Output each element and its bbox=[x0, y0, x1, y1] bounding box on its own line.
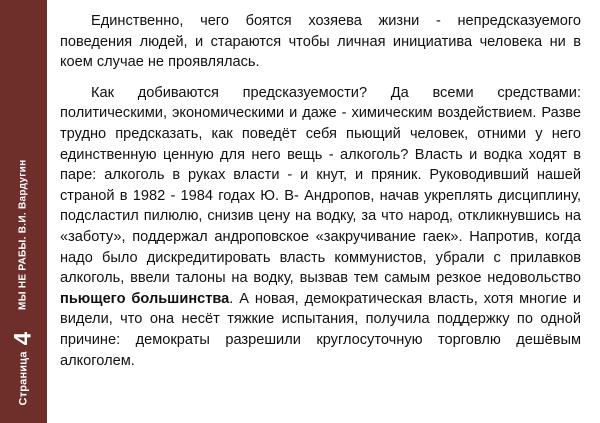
page-number: 4 bbox=[9, 331, 36, 346]
body-text bbox=[60, 11, 581, 371]
page-word: Страница bbox=[17, 351, 29, 406]
paragraph-2-text-b: . А новая, демократическая власть, хотя многие и видели, что она несёт тяжкие испытания, получила поддержку по одной причине: демократы разрешили круглосуточную торговлю дешёвым алкоголем. bbox=[60, 290, 581, 369]
bold-phrase: пьющего большинства bbox=[60, 290, 230, 307]
sidebar-label bbox=[0, 1, 47, 423]
book-title: МЫ НЕ РАБЫ. В.И. Варду​гин bbox=[17, 159, 29, 310]
paragraph-1: Единственно, чего боятся хозяева жизни - непредсказуемого поведения людей, и стараются чтобы личная инициатива человека ни в коем случае не проявлялась. bbox=[60, 13, 581, 71]
paragraph-2-text-a: Как добиваются предсказуемости? Да всеми средствами: политическими, экономическими и даже - химическим воздействием. Разве трудно предсказать, как поведёт себя пьющий человек, отними у него единственную ценную для него вещь - алкоголь? Власть и водка ходят в паре: алкоголь в руках власти - и кнут, и пряник. Руководивший нашей страной в 1982 - 1984 годах Ю. В- Андропов, начав укреплять дисциплину, подсластил пилюлю, снизив цену на водку, за что народ, откликнувшись на «заботу», поддержал андроповское «закручивание гаек». Напротив, когда надо было дискредитировать власть коммунистов, убрали с прилавков алкоголь, ввели талоны на водку, вызвав тем самым резкое недовольство bbox=[60, 84, 581, 287]
sidebar-band bbox=[0, 0, 47, 423]
paragraph-2 bbox=[60, 83, 581, 371]
